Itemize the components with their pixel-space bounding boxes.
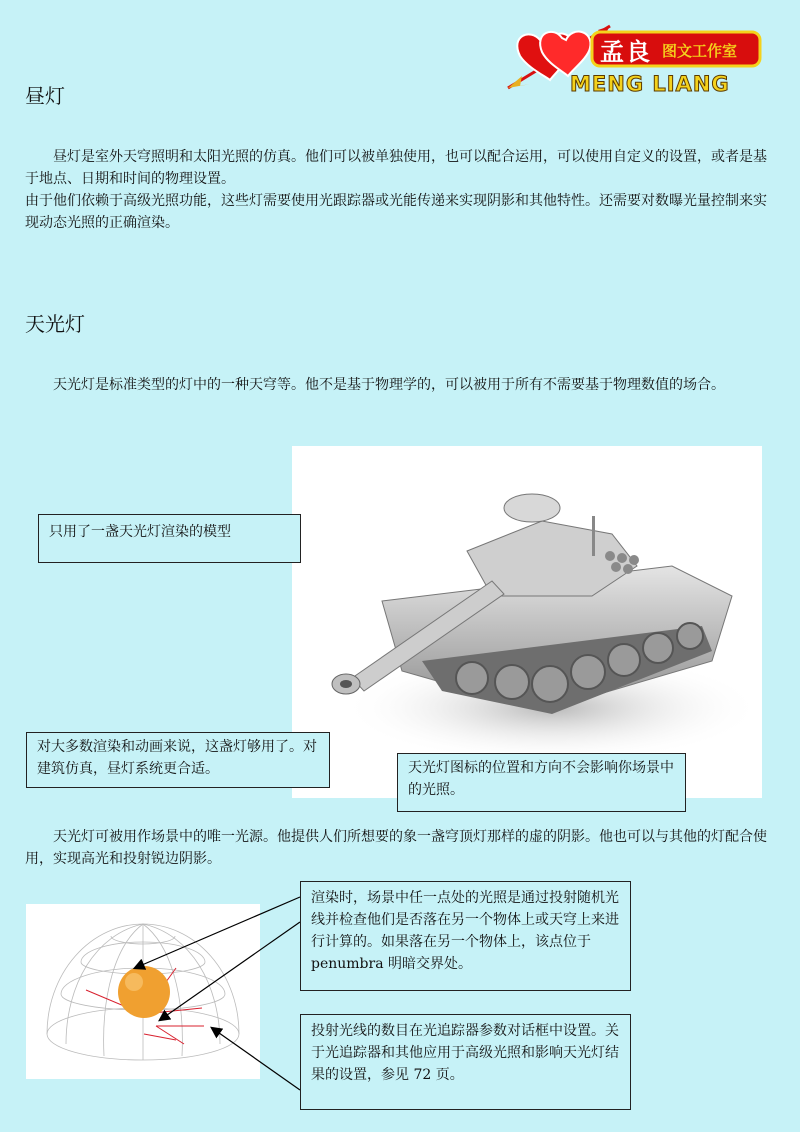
dome-diagram-image — [26, 904, 260, 1079]
section2-body — [25, 826, 770, 870]
section1-body — [25, 146, 770, 234]
skydome-diagram — [26, 904, 260, 1079]
sphere-icon — [118, 966, 170, 1018]
callout-icon-note: 天光灯图标的位置和方向不会影响你场景中的光照。 — [397, 753, 686, 812]
tank-icon — [292, 446, 762, 798]
callout-render-note: 渲染时，场景中任一点处的光照是通过投射随机光线并检查他们是否落在另一个物体上或天穹上来进行计算的。如果落在另一个物体上，该点位于 penumbra 明暗交界处。 — [300, 881, 631, 991]
logo-brand-en: MENG LIANG — [570, 72, 730, 96]
section2-paragraph-2: 天光灯可被用作场景中的唯一光源。他提供人们所想要的象一盏穹顶灯那样的虚的阴影。他也可以与其他的灯配合使用，实现高光和投射锐边阴影。 — [25, 829, 767, 867]
tank-render-image — [292, 446, 762, 798]
section-title-skylight: 天光灯 — [25, 312, 85, 336]
callout-rays-note: 投射光线的数目在光追踪器参数对话框中设置。关于光追踪器和其他应用于高级光照和影响天光灯结果的设置，参见 72 页。 — [300, 1014, 631, 1110]
section1-paragraph-2: 由于他们依赖于高级光照功能，这些灯需要使用光跟踪器或光能传递来实现阴影和其他特性。还需要对数曝光量控制来实现动态光照的正确渲染。 — [25, 193, 767, 231]
section2-intro — [25, 374, 770, 396]
section1-paragraph-1: 昼灯是室外天穹照明和太阳光照的仿真。他们可以被单独使用，也可以配合运用，可以使用自定义的设置，或者是基于地点、日期和时间的物理设置。 — [25, 149, 767, 187]
section2-paragraph-1: 天光灯是标准类型的灯中的一种天穹等。他不是基于物理学的，可以被用于所有不需要基于物理数值的场合。 — [53, 377, 725, 393]
logo — [500, 18, 765, 108]
logo-brand-sub: 图文工作室 — [662, 42, 738, 60]
callout-model-caption: 只用了一盏天光灯渲染的模型 — [38, 514, 301, 563]
callout-usage-note: 对大多数渲染和动画来说，这盏灯够用了。对建筑仿真，昼灯系统更合适。 — [26, 732, 330, 788]
section-title-daylight: 昼灯 — [25, 84, 65, 108]
logo-brand-cn: 孟良 — [600, 38, 652, 66]
